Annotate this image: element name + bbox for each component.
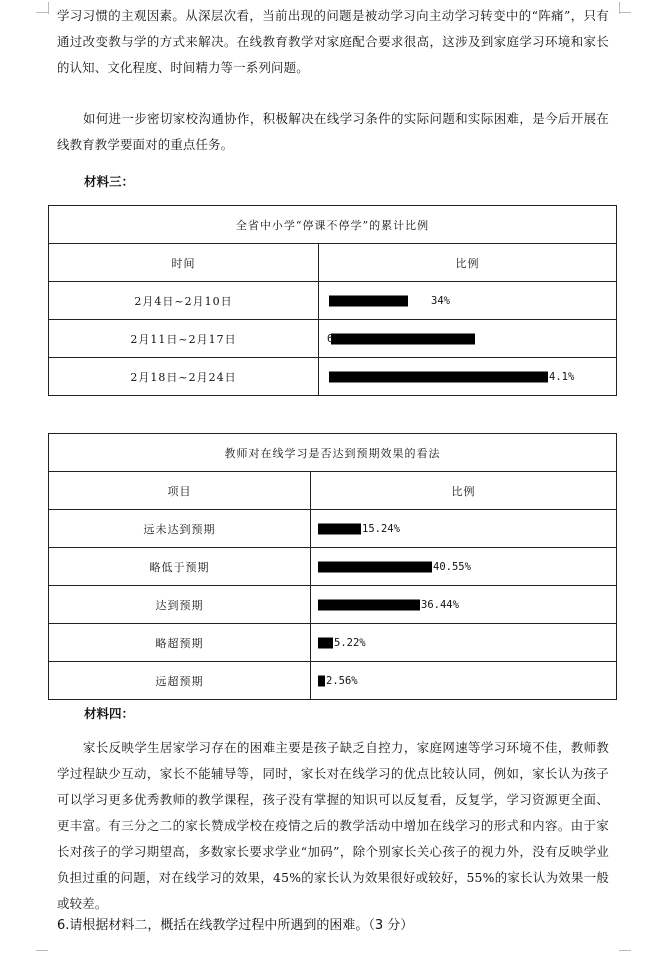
percent-label: 2.56% — [326, 674, 358, 687]
table-row — [49, 586, 617, 624]
table-row — [49, 358, 617, 396]
item-label: 达到预期 — [49, 586, 311, 624]
table-row — [49, 510, 617, 548]
table-title: 教师对在线学习是否达到预期效果的看法 — [49, 434, 617, 472]
crop-mark — [619, 950, 631, 951]
ratio-cell — [319, 320, 617, 358]
table-row — [49, 282, 617, 320]
ratio-bar — [318, 523, 361, 534]
crop-mark — [36, 12, 48, 13]
column-header-time: 时间 — [49, 244, 319, 282]
period-label: 2月4日~2月10日 — [49, 282, 319, 320]
period-label: 2月11日~2月17日 — [49, 320, 319, 358]
percent-label: 36.44% — [421, 598, 459, 611]
table-title: 全省中小学“停课不停学”的累计比例 — [49, 206, 617, 244]
teacher-expectation-table — [48, 433, 617, 700]
item-label: 远未达到预期 — [49, 510, 311, 548]
ratio-bar — [318, 561, 432, 572]
percent-label: 4.1% — [549, 370, 575, 383]
section4-paragraph: 家长反映学生居家学习存在的困难主要是孩子缺乏自控力，家庭网速等学习环境不佳，教师教学过程缺少互动，家长不能辅导等，同时，家长对在线学习的优点比较认同，例如，家长认为孩子可以学习更多优秀教师的教学课程，孩子没有掌握的知识可以反复看，反复学，学习资源更全面、更丰富。有三分之二的家长赞成学校在疫情之后的教学活动中增加在线学习的形式和内容。由于家长对孩子的学习期望高，多数家长要求学业“加码”，除个别家长关心孩子的视力外，没有反映学业负担过重的问题，对在线学习的效果，45%的家长认为效果很好或较好，55%的家长认为效果一般或较差。 — [57, 740, 609, 911]
table-row — [49, 624, 617, 662]
crop-mark — [36, 950, 48, 951]
ratio-cell — [319, 282, 617, 320]
ratio-cell — [311, 586, 617, 624]
ratio-cell — [311, 662, 617, 700]
cumulative-ratio-table — [48, 205, 617, 396]
column-header-ratio: 比例 — [319, 244, 617, 282]
section4-heading: 材料四： — [84, 706, 135, 721]
percent-label: 34% — [431, 294, 450, 307]
table-row — [49, 320, 617, 358]
ratio-bar — [329, 295, 408, 306]
ratio-cell — [311, 624, 617, 662]
question-6: 6.请根据材料二，概括在线教学过程中所遇到的困难。（3 分） — [57, 918, 414, 933]
column-header-item: 项目 — [49, 472, 311, 510]
intro-paragraph-1: 学习习惯的主观因素。从深层次看，当前出现的问题是被动学习向主动学习转变中的“阵痛”，只有通过改变教与学的方式来解决。在线教育教学对家庭配合要求很高，这涉及到家庭学习环境和家长的认知、文化程度、时间精力等一系列问题。 — [57, 8, 609, 75]
column-header-ratio: 比例 — [311, 472, 617, 510]
item-label: 略超预期 — [49, 624, 311, 662]
section3-heading: 材料三： — [84, 174, 135, 189]
item-label: 远超预期 — [49, 662, 311, 700]
ratio-cell — [311, 510, 617, 548]
ratio-cell — [319, 358, 617, 396]
ratio-cell — [311, 548, 617, 586]
ratio-bar — [318, 675, 325, 686]
percent-label: 15.24% — [362, 522, 400, 535]
period-label: 2月18日~2月24日 — [49, 358, 319, 396]
percent-label: 40.55% — [433, 560, 471, 573]
percent-label: 6 — [327, 332, 334, 345]
ratio-bar — [331, 333, 475, 344]
ratio-bar — [318, 599, 420, 610]
percent-label: 5.22% — [334, 636, 366, 649]
table-row — [49, 548, 617, 586]
table-row — [49, 662, 617, 700]
crop-mark — [619, 2, 620, 14]
ratio-bar — [318, 637, 333, 648]
intro-paragraph-2: 如何进一步密切家校沟通协作，积极解决在线学习条件的实际问题和实际困难，是今后开展在线教育教学要面对的重点任务。 — [57, 111, 609, 152]
crop-mark — [619, 12, 631, 13]
ratio-bar — [329, 371, 548, 382]
item-label: 略低于预期 — [49, 548, 311, 586]
crop-mark — [48, 2, 49, 14]
